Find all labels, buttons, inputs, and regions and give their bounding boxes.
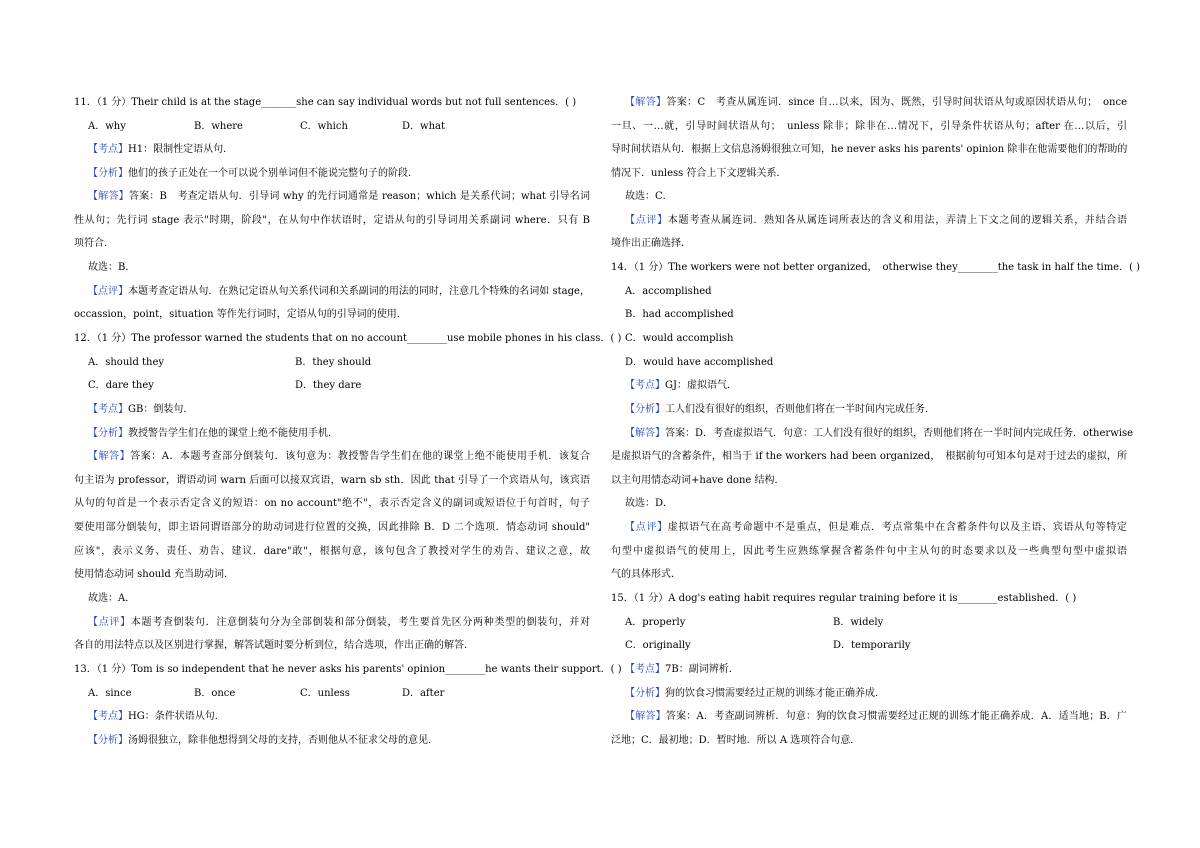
kaodian-tag: 【考点】 [625, 380, 665, 391]
q15-option-b: B．widely [833, 617, 884, 628]
q15-option-a: A．properly [625, 617, 686, 628]
fenxi-tag: 【分析】 [625, 688, 665, 699]
jieda-tag: 【解答】 [625, 428, 665, 439]
q11-answer: 故选：B． [88, 262, 136, 273]
q14-jieda-line1 [611, 427, 1134, 441]
jieda-tag: 【解答】 [88, 191, 129, 202]
q14-jieda-line2: 是虚拟语气的含蓄条件，相当于 if the workers had been organized， 根据前句可知本句是对于过去的虚拟，所 [611, 451, 1127, 462]
q15-options-row1 [611, 616, 1127, 630]
q12-jieda-line3: 从句的句首是一个表示否定含义的短语：on no account"绝不"，表示否定含义的副词或短语位于句首时，句子 [74, 498, 590, 509]
kaodian-tag: 【考点】 [88, 711, 128, 722]
dianping-tag: 【点评】 [88, 286, 129, 297]
jieda-text: 答案：A．本题考查部分倒装句．该句意为：教授警告学生们在他的课堂上绝不能使用手机．该复合 [130, 451, 590, 462]
q13-options [74, 687, 590, 701]
q13-kaodian [74, 710, 590, 724]
kaodian-tag: 【考点】 [625, 664, 665, 675]
q11-jieda-line2: 性从句；先行词 stage 表示"时期，阶段"，在从句中作状语时，定语从句的引导词用关系副词 where．只有 B [74, 215, 590, 226]
q11-stem: 11．（1 分）Their child is at the stage_______she can say individual words but not full sentences．( ) [74, 97, 577, 108]
q12-stem: 12．（1 分）The professor warned the students that on no account________use mobile phones in his class．( ) [74, 333, 622, 344]
q13-option-d: D．after [402, 688, 445, 699]
q13-stem: 13．（1 分）Tom is so independent that he never asks his parents' opinion________he wants their support．( ) [74, 664, 622, 675]
jieda-text: 答案：B 考查定语从句．引导词 why 的先行词通常是 reason；which 是关系代词；what 引导名词 [128, 191, 590, 202]
q11-kaodian [74, 143, 590, 157]
q14-jieda-line3: 以主句用情态动词+have done 结构． [611, 475, 785, 486]
q11-jieda-line1 [74, 190, 590, 204]
kaodian-text: 7B：副词辨析． [665, 664, 739, 675]
q14-dianping-line3: 气的具体形式． [611, 569, 681, 580]
q13-option-c: C．unless [300, 688, 350, 699]
q14-kaodian [611, 379, 1127, 393]
fenxi-text: 他们的孩子正处在一个可以说个别单词但不能说完整句子的阶段． [128, 168, 418, 179]
fenxi-text: 狗的饮食习惯需要经过正规的训练才能正确养成． [665, 688, 885, 699]
dianping-text: 本题考查倒装句．注意倒装句分为全部倒装和部分倒装，考生要首先区分两种类型的倒装句，并对 [130, 617, 591, 628]
q11-option-c: C．which [300, 121, 348, 132]
q12-jieda-line2: 句主语为 professor，谓语动词 warn 后面可以接双宾语，warn sb sth．因此 that 引导了一个宾语从句，该宾语 [74, 475, 590, 486]
fenxi-tag: 【分析】 [88, 168, 128, 179]
q15-option-d: D．temporarily [833, 640, 911, 651]
dianping-text: 本题考查从属连词．熟知各从属连词所表达的含义和用法，弄清上下文之间的逻辑关系，并结合语 [667, 215, 1128, 226]
q11-jieda-line3: 项符合． [74, 238, 114, 249]
jieda-tag: 【解答】 [625, 97, 667, 108]
q13-jieda-line1 [611, 96, 1127, 110]
q14-fenxi [611, 403, 1127, 417]
q12-jieda-line5: 应该"，表示义务、责任、劝告、建议．dare"敢"，根据句意，该句包含了教授对学生的劝告、建议之意，故 [74, 546, 590, 557]
q11-option-b: B．where [194, 121, 243, 132]
q15-kaodian [611, 663, 1127, 677]
q14-dianping-line1 [611, 521, 1127, 535]
dianping-text: 本题考查定语从句．在熟记定语从句关系代词和关系副词的用法的同时，注意几个特殊的名词如 stage， [128, 286, 590, 297]
q12-jieda-line1 [74, 450, 590, 464]
kaodian-tag: 【考点】 [88, 404, 128, 415]
dianping-tag: 【点评】 [625, 215, 668, 226]
kaodian-text: HG：条件状语从句． [128, 711, 225, 722]
q13-jieda-line2: 一旦、一…就，引导时间状语从句； unless 除非；除非在…情况下，引导条件状语从句；after 在…以后，引 [611, 121, 1127, 132]
jieda-text: 答案：A．考查副词辨析．句意：狗的饮食习惯需要经过正规的训练才能正确养成．A．适当地；B．广 [665, 711, 1128, 722]
q12-jieda-line6: 使用情态动词 should 充当助动词． [74, 569, 234, 580]
q14-option-c: C．would accomplish [625, 333, 734, 344]
fenxi-tag: 【分析】 [625, 404, 665, 415]
q14-dianping-line2: 句型中虚拟语气的使用上，因此考生应熟练掌握含蓄条件句中主从句的时态要求以及一些典型句型中虚拟语 [611, 546, 1127, 557]
q12-options-row1 [74, 356, 590, 370]
q12-kaodian [74, 403, 590, 417]
q11-option-a: A．why [88, 121, 126, 132]
q14-option-a: A．accomplished [625, 286, 712, 297]
kaodian-text: H1：限制性定语从句． [128, 144, 234, 155]
kaodian-text: GB：倒装句． [128, 404, 194, 415]
q11-dianping-line2: occassion，point，situation 等作先行词时，定语从句的引导词的使用． [74, 309, 407, 320]
q15-fenxi [611, 687, 1127, 701]
q13-jieda-line3: 导时间状语从句．根据上文信息汤姆很独立可知，he never asks his parents' opinion 除非在他需要他们的帮助的 [611, 144, 1128, 155]
q13-option-a: A．since [88, 688, 132, 699]
q14-option-d: D．would have accomplished [625, 357, 774, 368]
q12-dianping-line1 [74, 616, 590, 630]
q11-dianping-line1 [74, 285, 590, 299]
q12-option-c: C．dare they [88, 380, 154, 391]
q15-option-c: C．originally [625, 640, 691, 651]
dianping-tag: 【点评】 [88, 617, 131, 628]
jieda-tag: 【解答】 [625, 711, 666, 722]
q12-answer: 故选：A． [88, 593, 136, 604]
jieda-text: 答案：C 考查从属连词．since 自…以来，因为、既然，引导时间状语从句或原因状语从句； once [666, 97, 1127, 108]
q13-fenxi [74, 734, 590, 748]
q13-jieda-line4: 情况下．unless 符合上下文逻辑关系． [611, 168, 787, 179]
kaodian-text: GJ：虚拟语气． [665, 380, 737, 391]
dianping-tag: 【点评】 [625, 522, 668, 533]
fenxi-tag: 【分析】 [88, 735, 128, 746]
q14-answer: 故选：D． [625, 498, 674, 509]
q12-jieda-line4: 要使用部分倒装句，即主语同谓语部分的助动词进行位置的交换，因此排除 B．D 二个选项．情态动词 should" [74, 522, 590, 533]
kaodian-tag: 【考点】 [88, 144, 128, 155]
q14-stem: 14．（1 分）The workers were not better organized， otherwise they________the task in half the time．( ) [611, 262, 1141, 273]
q11-options [74, 120, 590, 134]
q13-answer: 故选：C． [625, 191, 673, 202]
q11-option-d: D．what [402, 121, 445, 132]
q15-stem: 15．（1 分）A dog's eating habit requires regular training before it is________established．( ) [611, 593, 1077, 604]
q15-jieda-line2: 泛地；C．最初地；D．暂时地．所以 A 选项符合句意． [611, 735, 861, 746]
q12-option-a: A．should they [88, 357, 165, 368]
fenxi-text: 汤姆很独立，除非他想得到父母的支持，否则他从不征求父母的意见． [128, 735, 438, 746]
jieda-tag: 【解答】 [88, 451, 131, 462]
fenxi-text: 工人们没有很好的组织，否则他们将在一半时间内完成任务． [665, 404, 935, 415]
fenxi-tag: 【分析】 [88, 428, 128, 439]
q13-dianping-line1 [611, 214, 1127, 228]
q12-options-row2 [74, 379, 590, 393]
jieda-text: 答案：D．考查虚拟语气．句意：工人们没有很好的组织，否则他们将在一半时间内完成任务．otherwise [665, 428, 1134, 439]
fenxi-text: 教授警告学生们在他的课堂上绝不能使用手机． [128, 428, 338, 439]
q12-option-b: B．they should [295, 357, 372, 368]
q11-fenxi [74, 167, 590, 181]
q13-dianping-line2: 境作出正确选择． [611, 238, 691, 249]
q15-options-row2 [611, 639, 1127, 653]
q12-option-d: D．they dare [295, 380, 362, 391]
q13-option-b: B．once [194, 688, 236, 699]
dianping-text: 虚拟语气在高考命题中不是重点，但是难点．考点常集中在含蓄条件句以及主语、宾语从句等特定 [667, 522, 1128, 533]
q14-option-b: B．had accomplished [625, 309, 734, 320]
q12-fenxi [74, 427, 590, 441]
q12-dianping-line2: 各自的用法特点以及区别进行掌握，解答试题时要分析到位，结合选项，作出正确的解答． [74, 640, 474, 651]
q15-jieda-line1 [611, 710, 1127, 724]
